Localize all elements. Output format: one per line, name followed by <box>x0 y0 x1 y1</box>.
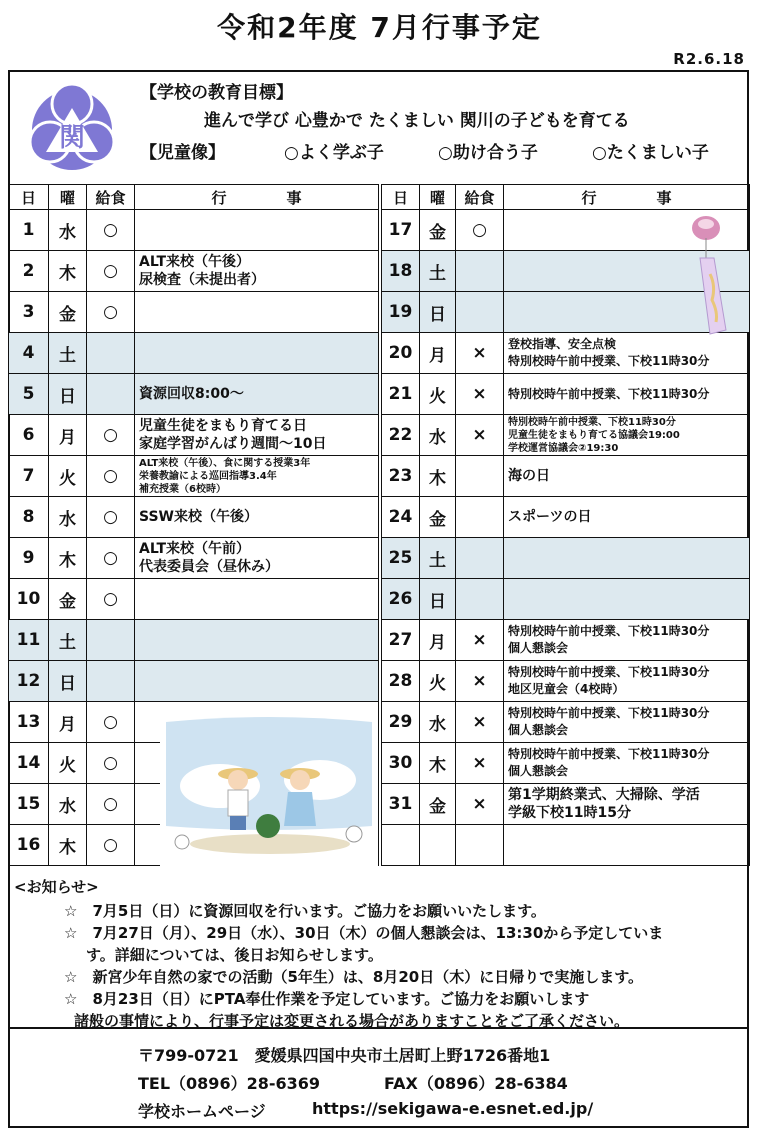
weekday-cell: 水 <box>420 415 456 456</box>
event-line: 家庭学習がんばり週間～10日 <box>139 436 327 452</box>
event-cell <box>135 210 379 251</box>
calendar-row <box>382 702 750 743</box>
calendar-row <box>382 333 750 374</box>
lunch-cell <box>87 374 135 415</box>
calendar-row <box>382 620 750 661</box>
day-cell: 12 <box>9 661 49 702</box>
calendar-row <box>9 415 379 456</box>
lunch-cell: ○ <box>87 538 135 579</box>
lunch-cell: ○ <box>87 497 135 538</box>
day-cell: 6 <box>9 415 49 456</box>
calendar-row <box>9 456 379 497</box>
calendar-row <box>382 784 750 825</box>
event-line: 特別校時午前中授業、下校11時30分 <box>508 665 710 679</box>
event-cell <box>504 661 750 702</box>
day-cell: 21 <box>382 374 420 415</box>
page-title: 令和2年度 7月行事予定 <box>217 11 542 44</box>
day-cell: 20 <box>382 333 420 374</box>
lunch-cell: ○ <box>87 825 135 866</box>
ideal-2: ○助け合う子 <box>438 143 538 163</box>
event-line: 特別校時午前中授業、下校11時30分 <box>508 416 676 428</box>
event-cell <box>504 333 750 374</box>
event-cell <box>135 292 379 333</box>
event-cell <box>135 333 379 374</box>
calendar-row <box>382 579 750 620</box>
weekday-cell <box>420 825 456 866</box>
notice-line: ☆ 新宮少年自然の家での活動（5年生）は、8月20日（木）に日帰りで実施します。 <box>64 968 643 986</box>
day-cell: 28 <box>382 661 420 702</box>
emblem-text: 関 <box>58 123 86 153</box>
issue-date: R2.6.18 <box>673 50 745 68</box>
lunch-cell <box>456 251 504 292</box>
lunch-cell: ○ <box>87 415 135 456</box>
event-line: 児童生徒をまもり育てる協議会19:00 <box>508 429 680 441</box>
lunch-cell <box>456 456 504 497</box>
goal-text: 進んで学び 心豊かで たくましい 関川の子どもを育てる <box>204 111 630 131</box>
event-cell <box>504 702 750 743</box>
calendar-row <box>9 210 379 251</box>
event-line: 登校指導、安全点検 <box>508 337 617 351</box>
lunch-cell: ○ <box>456 210 504 251</box>
wind-chime-icon <box>686 214 732 336</box>
event-line: 学級下校11時15分 <box>508 805 631 821</box>
day-cell <box>382 825 420 866</box>
event-line: 代表委員会（昼休み） <box>139 559 279 575</box>
school-emblem-icon <box>20 78 124 178</box>
event-line: 個人懇談会 <box>508 641 569 655</box>
event-line: 特別校時午前中授業、下校11時30分 <box>508 354 710 368</box>
event-line: 特別校時午前中授業、下校11時30分 <box>508 747 710 761</box>
day-cell: 15 <box>9 784 49 825</box>
lunch-cell <box>87 333 135 374</box>
day-cell: 4 <box>9 333 49 374</box>
weekday-cell: 日 <box>420 579 456 620</box>
event-cell <box>504 415 750 456</box>
event-line: 地区児童会（4校時） <box>508 682 625 696</box>
col-lunch: 給食 <box>456 185 504 210</box>
weekday-cell: 木 <box>420 743 456 784</box>
event-cell <box>504 784 750 825</box>
event-line: 特別校時午前中授業、下校11時30分 <box>508 624 710 638</box>
event-cell <box>504 620 750 661</box>
event-line: 海の日 <box>508 468 550 484</box>
homepage-url[interactable]: https://sekigawa-e.esnet.ed.jp/ <box>312 1099 594 1118</box>
weekday-cell: 水 <box>420 702 456 743</box>
header-section <box>8 70 749 184</box>
summer-children-illustration <box>160 716 378 866</box>
day-cell: 7 <box>9 456 49 497</box>
calendar-row <box>9 497 379 538</box>
col-weekday: 曜 <box>49 185 87 210</box>
event-cell <box>135 374 379 415</box>
weekday-cell: 金 <box>49 292 87 333</box>
col-day: 日 <box>382 185 420 210</box>
calendar-row <box>382 825 750 866</box>
day-cell: 22 <box>382 415 420 456</box>
notice-section <box>10 876 747 1028</box>
weekday-cell: 金 <box>49 579 87 620</box>
day-cell: 8 <box>9 497 49 538</box>
event-cell <box>504 374 750 415</box>
homepage-label: 学校ホームページ <box>138 1102 266 1121</box>
day-cell: 3 <box>9 292 49 333</box>
notice-line: ☆ 7月5日（日）に資源回収を行います。ご協力をお願いいたします。 <box>64 902 546 920</box>
lunch-cell: ○ <box>87 702 135 743</box>
lunch-cell: × <box>456 784 504 825</box>
calendar-row <box>9 579 379 620</box>
event-line: ALT来校（午後） <box>139 254 250 270</box>
lunch-cell: × <box>456 743 504 784</box>
notice-line: ☆ 7月27日（月）、29日（水）、30日（木）の個人懇談会は、13:30から予定していま <box>64 924 664 942</box>
event-cell <box>504 579 750 620</box>
day-cell: 18 <box>382 251 420 292</box>
event-line: 個人懇談会 <box>508 723 569 737</box>
col-event: 行 事 <box>504 185 750 210</box>
calendar-row <box>382 374 750 415</box>
lunch-cell <box>456 497 504 538</box>
weekday-cell: 水 <box>49 497 87 538</box>
weekday-cell: 水 <box>49 784 87 825</box>
event-line: SSW来校（午後） <box>139 509 258 525</box>
event-cell <box>504 743 750 784</box>
calendar-row <box>382 661 750 702</box>
weekday-cell: 水 <box>49 210 87 251</box>
col-weekday: 曜 <box>420 185 456 210</box>
lunch-cell: × <box>456 620 504 661</box>
weekday-cell: 金 <box>420 784 456 825</box>
event-line: スポーツの日 <box>508 509 592 525</box>
lunch-cell <box>87 620 135 661</box>
weekday-cell: 金 <box>420 497 456 538</box>
weekday-cell: 月 <box>49 702 87 743</box>
day-cell: 26 <box>382 579 420 620</box>
event-line: 資源回収8:00～ <box>139 386 244 402</box>
day-cell: 29 <box>382 702 420 743</box>
weekday-cell: 日 <box>420 292 456 333</box>
day-cell: 24 <box>382 497 420 538</box>
weekday-cell: 木 <box>49 825 87 866</box>
calendar-row <box>9 538 379 579</box>
day-cell: 19 <box>382 292 420 333</box>
day-cell: 17 <box>382 210 420 251</box>
day-cell: 25 <box>382 538 420 579</box>
day-cell: 30 <box>382 743 420 784</box>
event-cell <box>135 415 379 456</box>
weekday-cell: 金 <box>420 210 456 251</box>
ideal-3: ○たくましい子 <box>592 143 709 163</box>
lunch-cell: ○ <box>87 251 135 292</box>
event-cell <box>135 661 379 702</box>
day-cell: 27 <box>382 620 420 661</box>
lunch-cell <box>456 292 504 333</box>
weekday-cell: 月 <box>49 415 87 456</box>
event-line: 特別校時午前中授業、下校11時30分 <box>508 706 710 720</box>
weekday-cell: 土 <box>420 538 456 579</box>
lunch-cell: × <box>456 374 504 415</box>
weekday-cell: 火 <box>49 456 87 497</box>
lunch-cell: × <box>456 415 504 456</box>
event-line: ALT来校（午前） <box>139 541 250 557</box>
lunch-cell <box>456 579 504 620</box>
event-cell <box>135 497 379 538</box>
lunch-cell: × <box>456 661 504 702</box>
event-line: 個人懇談会 <box>508 764 569 778</box>
event-line: 栄養教諭による巡回指導3.4年 <box>139 470 277 482</box>
event-line: 補充授業（6校時） <box>139 483 226 495</box>
event-line: 尿検査（未提出者） <box>139 272 265 288</box>
event-line: ALT来校（午後）、食に関する授業3年 <box>139 457 311 469</box>
day-cell: 5 <box>9 374 49 415</box>
calendar-row <box>9 292 379 333</box>
day-cell: 16 <box>9 825 49 866</box>
weekday-cell: 土 <box>420 251 456 292</box>
weekday-cell: 日 <box>49 661 87 702</box>
lunch-cell <box>87 661 135 702</box>
goal-heading: 【学校の教育目標】 <box>140 83 293 103</box>
calendar-row <box>9 661 379 702</box>
lunch-cell: ○ <box>87 579 135 620</box>
day-cell: 14 <box>9 743 49 784</box>
lunch-cell: ○ <box>87 784 135 825</box>
day-cell: 11 <box>9 620 49 661</box>
event-cell <box>135 538 379 579</box>
ideal-1: ○よく学ぶ子 <box>284 143 384 163</box>
lunch-cell: × <box>456 333 504 374</box>
notice-line: 諸般の事情により、行事予定は変更される場合がありますことをご了承ください。 <box>74 1012 630 1030</box>
calendar-row <box>9 333 379 374</box>
weekday-cell: 火 <box>420 374 456 415</box>
calendar-row <box>382 456 750 497</box>
footer-section <box>8 1027 749 1128</box>
weekday-cell: 月 <box>420 333 456 374</box>
weekday-cell: 木 <box>49 538 87 579</box>
calendar-row <box>9 374 379 415</box>
col-event: 行 事 <box>135 185 379 210</box>
ideal-heading: 【児童像】 <box>140 143 225 163</box>
day-cell: 31 <box>382 784 420 825</box>
weekday-cell: 火 <box>49 743 87 784</box>
weekday-cell: 木 <box>49 251 87 292</box>
day-cell: 13 <box>9 702 49 743</box>
lunch-cell <box>456 538 504 579</box>
event-cell <box>135 620 379 661</box>
school-fax: FAX（0896）28-6384 <box>384 1074 568 1093</box>
lunch-cell: × <box>456 702 504 743</box>
calendar-row <box>382 743 750 784</box>
calendar-row <box>382 538 750 579</box>
calendar-row <box>382 497 750 538</box>
day-cell: 10 <box>9 579 49 620</box>
day-cell: 1 <box>9 210 49 251</box>
weekday-cell: 木 <box>420 456 456 497</box>
notice-line: ☆ 8月23日（日）にPTA奉仕作業を予定しています。ご協力をお願いします <box>64 990 590 1008</box>
event-cell <box>135 579 379 620</box>
event-cell <box>504 538 750 579</box>
school-tel: TEL（0896）28-6369 <box>138 1074 321 1093</box>
event-line: 学校運営協議会②19:30 <box>508 442 619 454</box>
event-cell <box>135 456 379 497</box>
weekday-cell: 土 <box>49 333 87 374</box>
event-line: 児童生徒をまもり育てる日 <box>139 418 307 434</box>
weekday-cell: 火 <box>420 661 456 702</box>
lunch-cell: ○ <box>87 292 135 333</box>
event-cell <box>135 251 379 292</box>
day-cell: 9 <box>9 538 49 579</box>
event-cell <box>504 497 750 538</box>
notice-line: す。詳細については、後日お知らせします。 <box>86 946 383 964</box>
calendar-row <box>9 620 379 661</box>
event-cell <box>504 825 750 866</box>
notice-heading: <お知らせ> <box>14 878 99 896</box>
col-lunch: 給食 <box>87 185 135 210</box>
day-cell: 23 <box>382 456 420 497</box>
day-cell: 2 <box>9 251 49 292</box>
lunch-cell: ○ <box>87 210 135 251</box>
lunch-cell: ○ <box>87 743 135 784</box>
calendar-row <box>9 251 379 292</box>
lunch-cell <box>456 825 504 866</box>
school-address: 〒799-0721 愛媛県四国中央市土居町上野1726番地1 <box>138 1046 551 1065</box>
weekday-cell: 月 <box>420 620 456 661</box>
weekday-cell: 土 <box>49 620 87 661</box>
col-day: 日 <box>9 185 49 210</box>
event-cell <box>504 456 750 497</box>
weekday-cell: 日 <box>49 374 87 415</box>
lunch-cell: ○ <box>87 456 135 497</box>
event-line: 第1学期終業式、大掃除、学活 <box>508 787 700 803</box>
calendar-row <box>382 415 750 456</box>
event-line: 特別校時午前中授業、下校11時30分 <box>508 386 710 401</box>
